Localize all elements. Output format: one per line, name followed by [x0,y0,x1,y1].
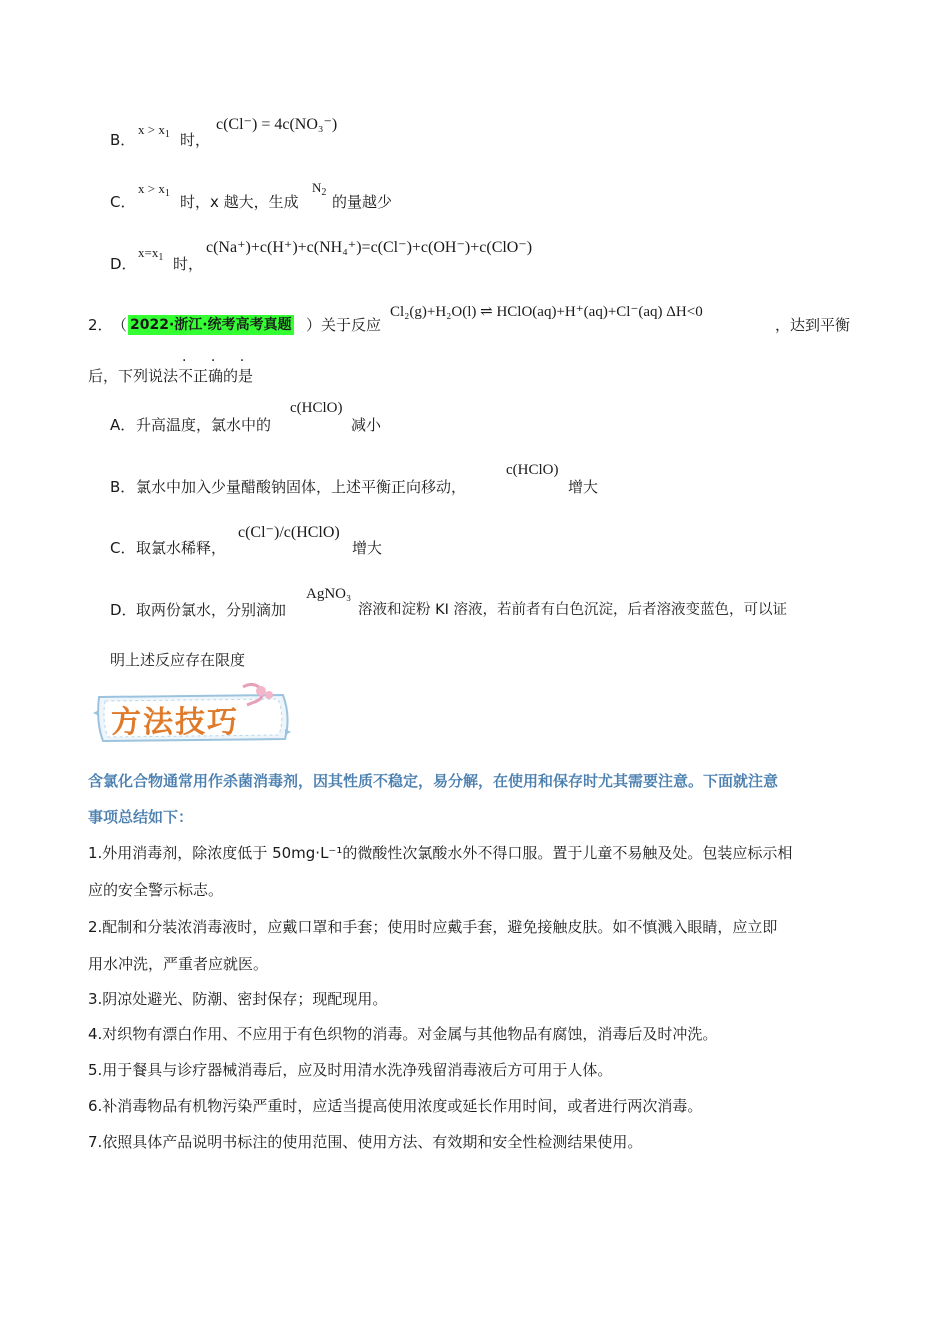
option-tail: 的量越少 [332,193,393,211]
method-item-2-line1: 2.配制和分装浓消毒液时，应戴口罩和手套；使用时应戴手套，避免接触皮肤。如不慎溅入眼睛，应立即 [88,918,778,936]
option-letter: C． [110,193,136,211]
formula: c(HClO) [290,400,343,416]
option-text: 升高温度，氯水中的 [136,416,272,434]
source-close: ）关于反应 [306,316,382,334]
option-letter: A． [110,416,136,434]
option-letter: D． [110,601,137,619]
method-item-5: 5.用于餐具与诊疗器械消毒后，应及时用清水洗净残留消毒液后方可用于人体。 [88,1061,613,1079]
method-item-1-line2: 应的安全警示标志。 [88,881,224,899]
source-open: （ [112,316,128,334]
option-text: 取氯水稀释， [136,539,227,557]
option-letter: C． [110,539,136,557]
option-tail: 增大 [568,478,599,496]
option-text: 取两份氯水，分别滴加 [136,601,287,619]
method-item-2-line2: 用水冲洗，严重者应就医。 [88,955,269,973]
method-intro-line2: 事项总结如下： [88,808,194,826]
option-letter: B． [110,478,136,496]
method-item-7: 7.依照具体产品说明书标注的使用范围、使用方法、有效期和安全性检测结果使用。 [88,1133,643,1151]
option-letter: B． [110,131,136,149]
question-stem-line2: 后，下列说法不正确的是 [88,367,254,385]
stem-continuation: ，达到平衡 [775,316,851,334]
method-item-4: 4.对织物有漂白作用、不应用于有色织物的消毒。对金属与其他物品有腐蚀，消毒后及时冲洗。 [88,1025,718,1043]
method-item-3: 3.阴凉处避光、防潮、密封保存；现配现用。 [88,990,388,1008]
method-item-6: 6.补消毒物品有机物污染严重时，应适当提高使用浓度或延长作用时间，或者进行两次消毒。 [88,1097,703,1115]
condition: $x=x_1$ [138,245,164,263]
formula: AgNO₃ [306,586,352,602]
formula: c(Cl⁻)/c(HClO) [238,524,340,541]
method-intro-line1: 含氯化合物通常用作杀菌消毒剂，因其性质不稳定，易分解，在使用和保存时尤其需要注意。下面就注意 [88,772,779,790]
option-text-line2: 明上述反应存在限度 [110,651,246,669]
species-formula: $N_2$ [312,180,327,198]
question-number: 2． [88,316,113,334]
source-tag: 2022·浙江·统考高考真题 [130,317,292,333]
formula: c(Na⁺)+c(H⁺)+c(NH₄⁺)=c(Cl⁻)+c(OH⁻)+c(ClO⁻) [206,239,533,256]
formula: c(Cl⁻) = 4c(NO₃⁻) [216,116,338,133]
method-item-1-line1: 1.外用消毒剂，除浓度低于 50mg·L⁻¹的微酸性次氯酸水外不得口服。置于儿童不易触及处。包装应标示相 [88,844,793,862]
option-tail: 溶液和淀粉 KI 溶液，若前者有白色沉淀，后者溶液变蓝色，可以证 [358,602,788,618]
formula: c(HClO) [506,462,559,478]
condition-suffix: 时，x 越大，生成 [180,193,299,211]
condition: $x > x_1$ [138,181,170,199]
reaction-equation: Cl₂(g)+H₂O(l) ⇌ HClO(aq)+H⁺(aq)+Cl⁻(aq) ΔH<0 [390,304,703,320]
method-badge [93,683,293,745]
option-letter: D． [110,255,137,273]
option-text: 氯水中加入少量醋酸钠固体，上述平衡正向移动， [136,478,467,496]
option-tail: 减小 [351,416,382,434]
emphasis-dots: · · · [182,353,255,369]
badge-title: 方法技巧 [111,705,239,740]
condition: $x > x_1$ [138,122,170,140]
condition-suffix: 时， [180,131,211,149]
option-tail: 增大 [352,539,383,557]
condition-suffix: 时， [173,255,204,273]
